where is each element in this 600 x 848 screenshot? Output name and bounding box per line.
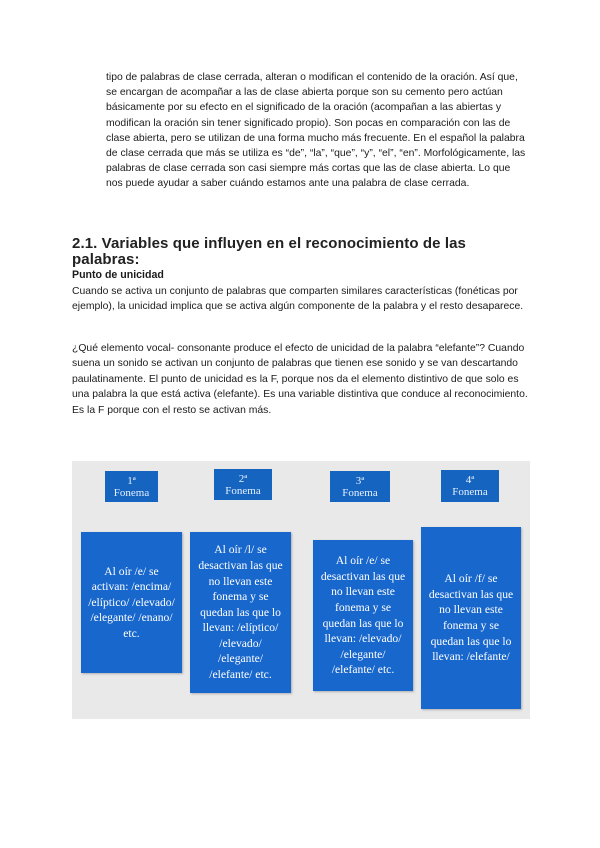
phoneme-diagram bbox=[72, 461, 530, 719]
phoneme-number: 4ª bbox=[465, 474, 475, 486]
phoneme-label: Fonema bbox=[113, 486, 150, 499]
intro-paragraph: tipo de palabras de clase cerrada, alteran o modifican el contenido de la oración. Así que, se encargan de acompañar a las de clase abierta porque son su cemento pero actúan básicamente por su efecto en el significado de la oración (acompañan a las abiertas y modifican la oración sin tener significado propio). Son pocas en comparación con las de clase abierta, pero se utilizan de una forma mucho más frecuente. En el español la palabra de clase cerrada que más se utiliza es “de”, “la”, “que”, “y”, “el”, “en”. Morfológicamente, las palabras de clase cerrada son casi siempre más cortas que las de clase abierta. Lo que nos puede ayudar a saber cuándo estamos ante una palabra de clase cerrada. bbox=[106, 72, 526, 190]
phoneme-number: 3ª bbox=[355, 474, 365, 487]
phoneme-label: Fonema bbox=[225, 484, 261, 497]
question-paragraph: ¿Qué elemento vocal- consonante produce el efecto de unicidad de la palabra “elefante”? Cuando suena un sonido se activan un conjunto de palabras que tienen ese sonido y se van descartando paulatinamente. El punto de unicidad es la F, porque nos da el elemento distintivo de que solo es una palabra la que está activa (elefante). Es una variable distintiva que conduce al reconocimiento. Es la F porque con el resto se activan más. bbox=[72, 343, 528, 416]
phoneme-label: Fonema bbox=[452, 486, 488, 498]
phoneme-box-1 bbox=[105, 471, 158, 502]
phoneme-card-1: Al oír /e/ se activan: /encima/ /elíptico/ /elevado/ /elegante/ /enano/ etc. bbox=[81, 532, 182, 673]
phoneme-card-3: Al oír /e/ se desactivan las que no llevan este fonema y se quedan las que lo llevan: /elevado/ /elegante/ /elefante/ etc. bbox=[313, 540, 413, 691]
phoneme-card-4: Al oír /f/ se desactivan las que no llevan este fonema y se quedan las que lo llevan: /elefante/ bbox=[421, 527, 521, 709]
phoneme-card-2: Al oír /l/ se desactivan las que no llevan este fonema y se quedan las que lo llevan: /elíptico/ /elevado/ /elegante/ /elefante/ etc. bbox=[190, 532, 291, 693]
subheading: Punto de unicidad bbox=[72, 269, 164, 281]
phoneme-number: 1ª bbox=[127, 474, 136, 487]
phoneme-label: Fonema bbox=[342, 486, 378, 499]
phoneme-number: 2ª bbox=[238, 472, 248, 485]
phoneme-box-3 bbox=[330, 471, 390, 502]
definition-paragraph: Cuando se activa un conjunto de palabras que comparten similares características (fonéticas por ejemplo), la unicidad implica que se activa algún componente de la palabra y el resto desaparece. bbox=[72, 286, 524, 313]
phoneme-box-2 bbox=[214, 469, 272, 500]
phoneme-box-4 bbox=[441, 470, 499, 502]
section-heading: 2.1. Variables que influyen en el reconocimiento de las palabras: bbox=[72, 235, 466, 268]
